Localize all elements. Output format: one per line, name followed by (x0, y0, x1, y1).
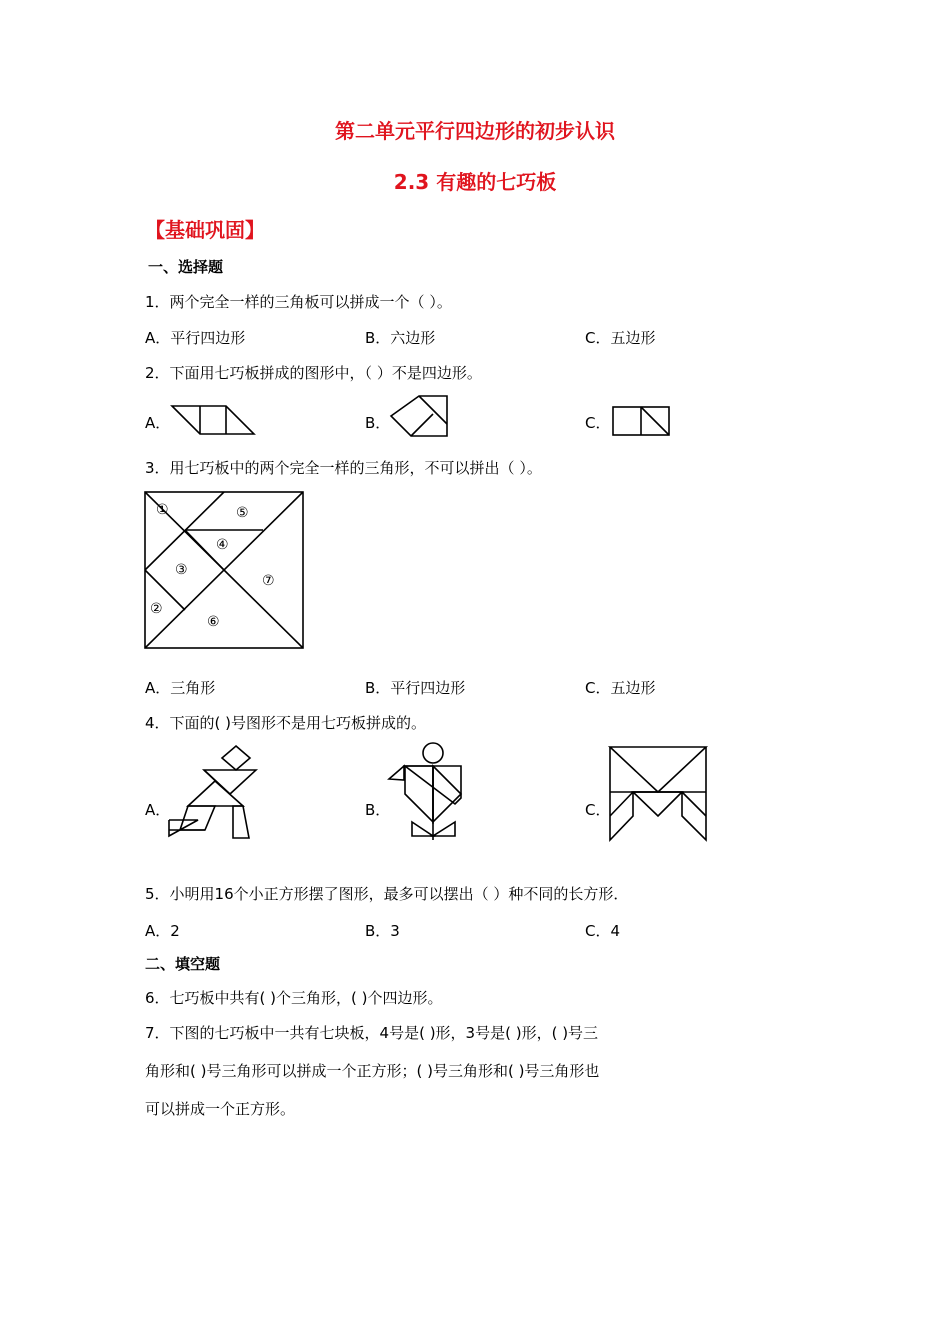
question-2-option-b: B． (365, 414, 391, 432)
question-1-text: 1．两个完全一样的三角板可以拼成一个（ ）。 (145, 293, 452, 311)
question-5-option-a: A．2 (145, 922, 180, 940)
question-3-option-c: C．五边形 (585, 679, 656, 697)
question-6-text: 6．七巧板中共有( )个三角形，( )个四边形。 (145, 989, 443, 1007)
question-1-option-b: B．六边形 (365, 329, 436, 347)
question-1-option-c: C．五边形 (585, 329, 656, 347)
page-title: 第二单元平行四边形的初步认识 (335, 119, 615, 143)
page-subtitle: 2.3 有趣的七巧板 (393, 170, 557, 194)
question-1-option-a: A．平行四边形 (145, 329, 246, 347)
tangram-label-5: ⑤ (236, 505, 249, 521)
question-2-text: 2．下面用七巧板拼成的图形中，（ ）不是四边形。 (145, 364, 482, 382)
question-3-text: 3．用七巧板中的两个完全一样的三角形，不可以拼出（ ）。 (145, 459, 542, 477)
question-7-line-1: 7．下图的七巧板中一共有七块板，4号是( )形，3号是( )形，( )号三 (145, 1024, 599, 1042)
tangram-label-4: ④ (216, 537, 229, 553)
question-5-option-c: C．4 (585, 922, 621, 940)
question-3-option-a: A．三角形 (145, 679, 216, 697)
question-4-option-a: A． (145, 801, 171, 819)
question-5-text: 5．小明用16个小正方形摆了图形，最多可以摆出（ ）种不同的长方形． (145, 885, 629, 903)
tangram-label-6: ⑥ (207, 614, 220, 630)
tangram-label-7: ⑦ (262, 573, 275, 589)
question-5-option-b: B．3 (365, 922, 400, 940)
question-4-text: 4．下面的( )号图形不是用七巧板拼成的。 (145, 714, 427, 732)
section-fill-heading: 二、填空题 (145, 955, 221, 973)
question-2-option-c: C． (585, 414, 611, 432)
section-choice-heading: 一、选择题 (148, 258, 224, 276)
q4-figure-b (389, 743, 461, 840)
question-2-option-a: A． (145, 414, 171, 432)
question-4-option-c: C． (585, 801, 611, 819)
question-3-option-b: B．平行四边形 (365, 679, 466, 697)
tangram-label-1: ① (156, 502, 169, 518)
tangram-label-3: ③ (175, 562, 188, 578)
section-basic-heading: 【基础巩固】 (145, 218, 265, 242)
tangram-label-2: ② (150, 601, 163, 617)
q4-figure-c (610, 747, 706, 840)
question-7-line-2: 角形和( )号三角形可以拼成一个正方形；( )号三角形和( )号三角形也 (145, 1062, 600, 1080)
q4-figure-a (169, 746, 256, 838)
question-7-line-3: 可以拼成一个正方形。 (145, 1100, 296, 1118)
question-4-option-b: B． (365, 801, 391, 819)
